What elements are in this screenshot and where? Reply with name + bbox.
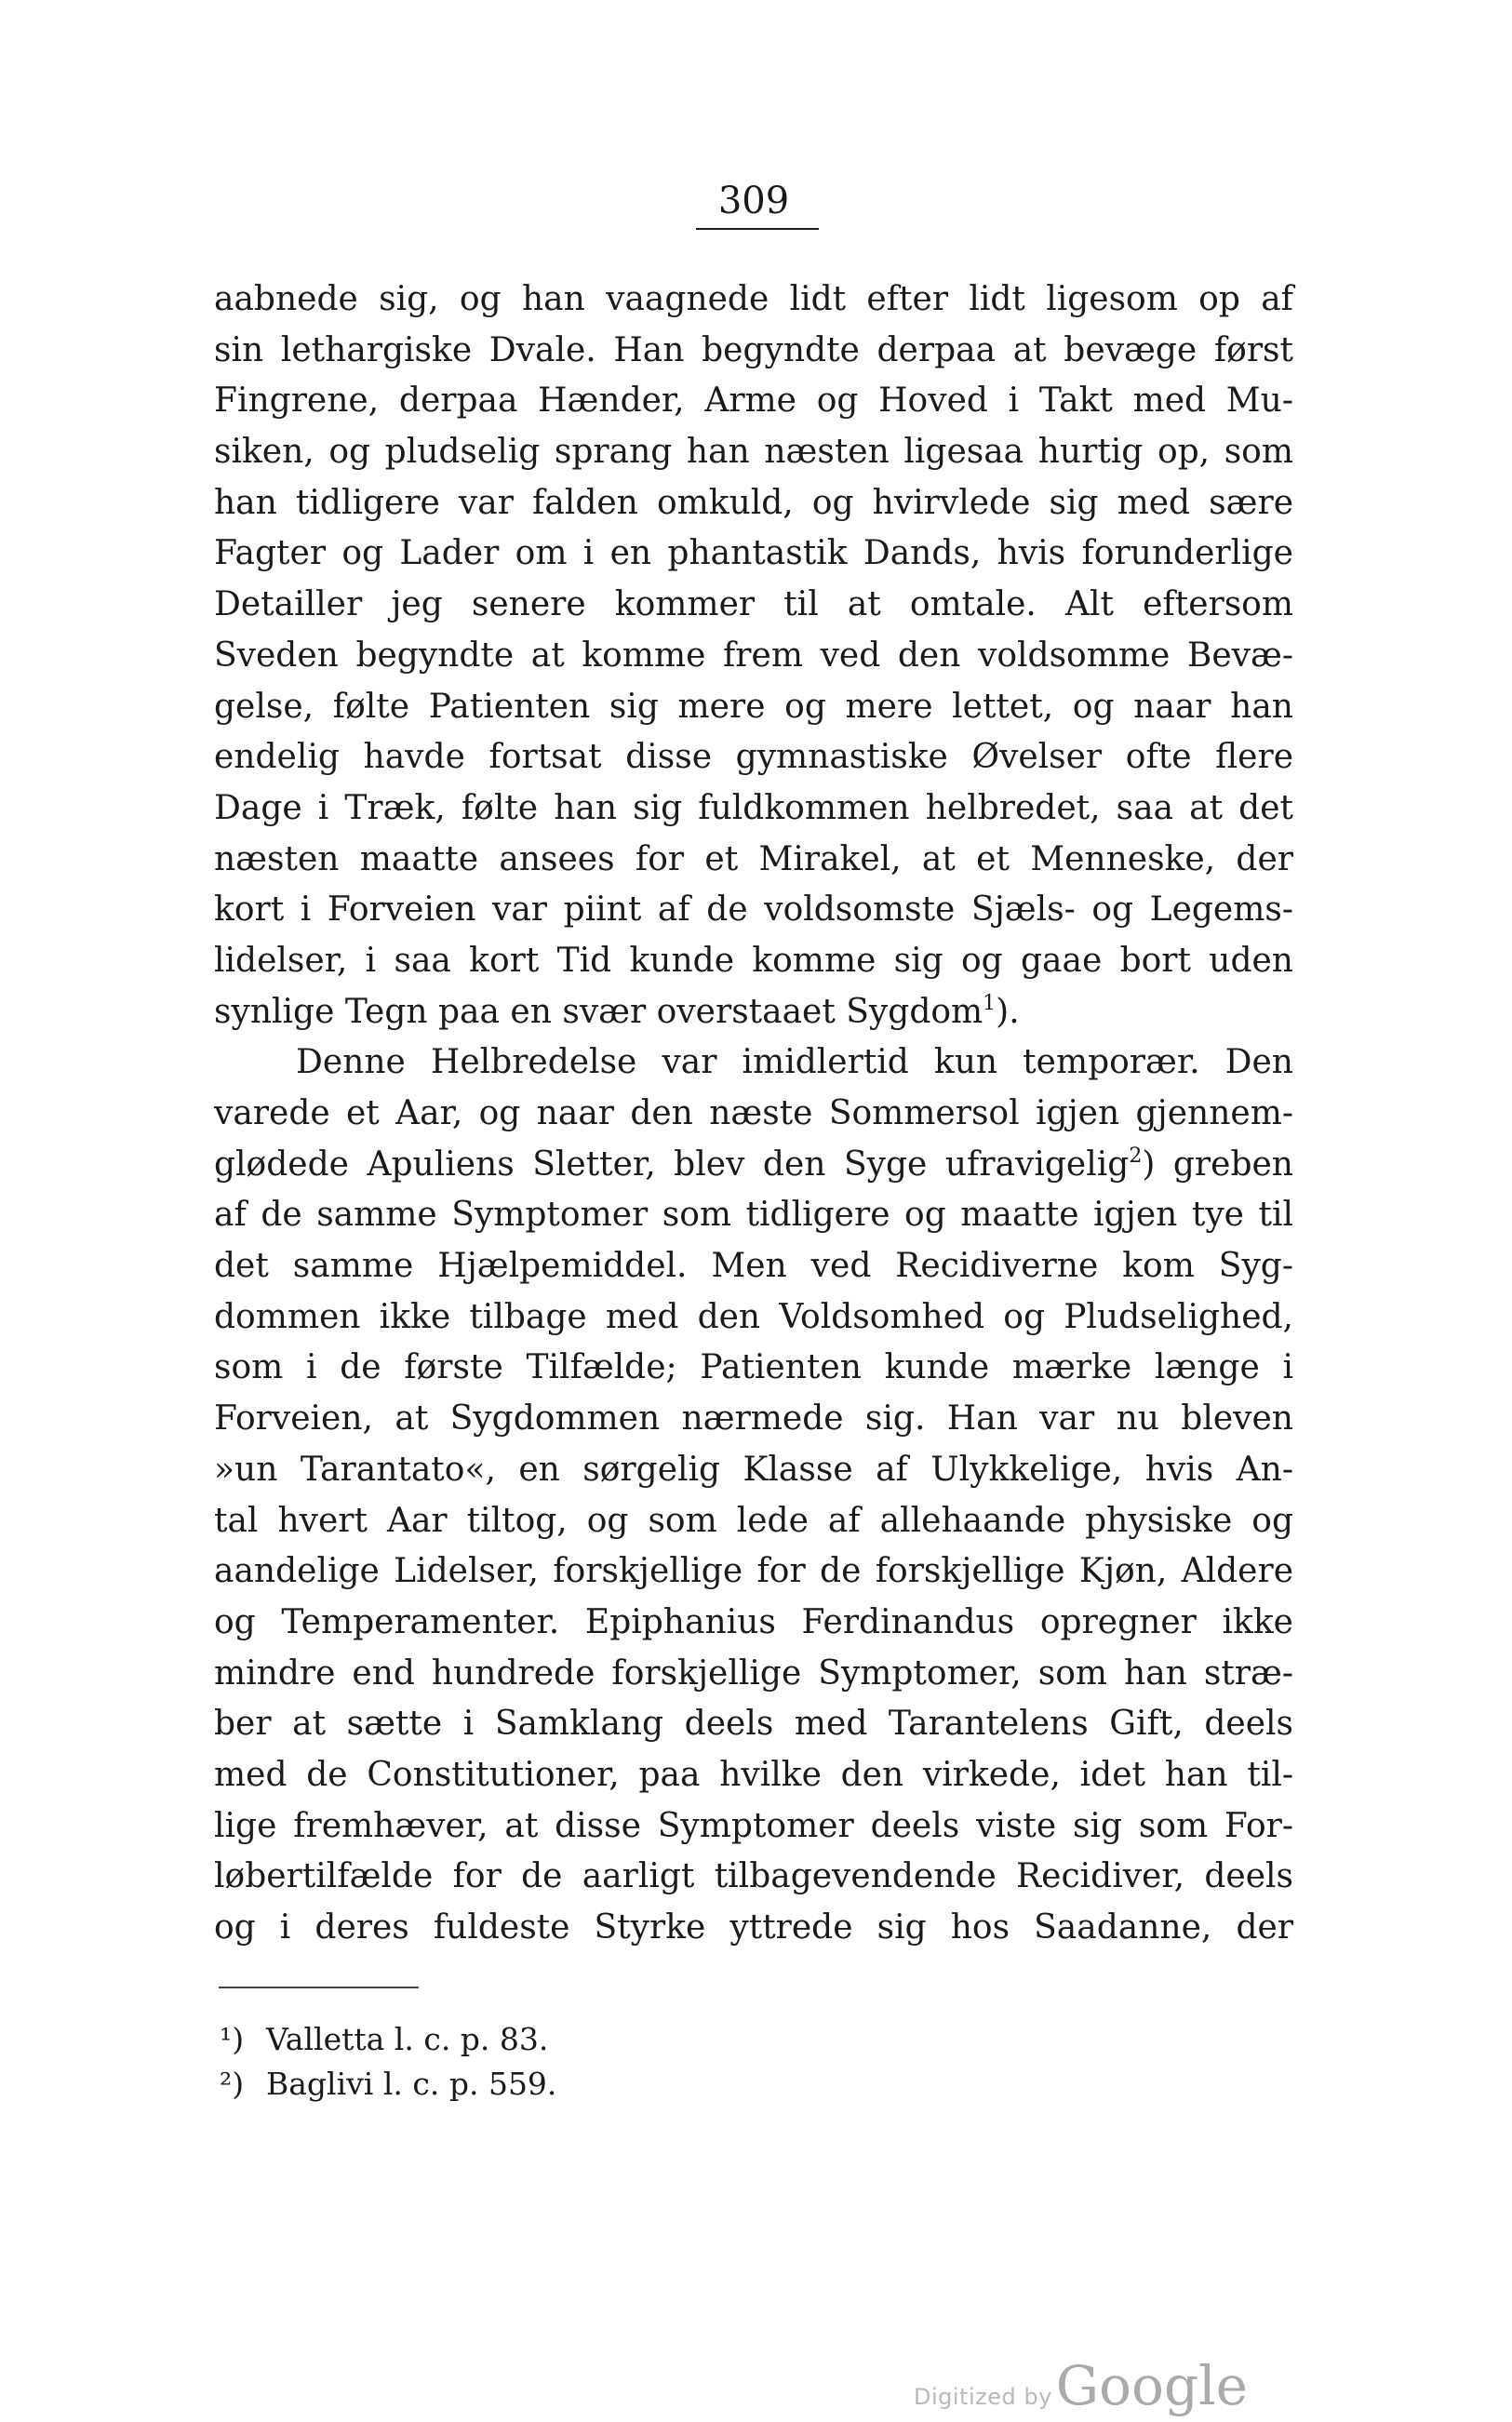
text-line-with-footnote-ref [214,1140,1293,1191]
text-line: siken, og pludselig sprang han næsten ligesaa hurtig op, som [214,433,1293,472]
text-line: det samme Hjælpemiddel. Men ved Recidiverne kom Syg- [214,1247,1293,1286]
body-text [214,274,1293,1954]
text-fragment: glødede Apuliens Sletter, blev den Syge ufravigelig [214,1144,1130,1184]
footnote-2 [220,2062,1057,2107]
text-line: Dage i Træk, følte han sig fuldkommen helbredet, saa at det [214,788,1293,827]
footnote-ref-2[interactable]: 2 [1129,1144,1143,1168]
text-line: han tidligere var falden omkuld, og hvirvlede sig med sære [214,483,1293,522]
text-line: kort i Forveien var piint af de voldsomste Sjæls- og Legems- [214,890,1293,930]
text-line: Detailler jeg senere kommer til at omtale. Alt eftersom [214,585,1293,624]
text-line: Sveden begyndte at komme frem ved den voldsomme Bevæ- [214,636,1293,675]
text-line: tal hvert Aar tiltog, og som lede af allehaande physiske og [214,1501,1293,1540]
text-fragment: ). [996,992,1020,1031]
text-line: lige fremhæver, at disse Symptomer deels viste sig som For- [214,1806,1293,1845]
text-line: næsten maatte ansees for et Mirakel, at et Menneske, der [214,839,1293,878]
watermark-prefix: Digitized by [914,2384,1052,2410]
footnote-marker: ²) [220,2066,245,2102]
page-number: 309 [717,180,790,222]
text-line: af de samme Symptomer som tidligere og maatte igjen tye til [214,1196,1293,1235]
text-line: og Temperamenter. Epiphanius Ferdinandus opregner ikke [214,1602,1293,1641]
text-line-with-footnote-ref [214,987,1293,1038]
footnote-1 [220,2017,1057,2062]
footnote-ref-1[interactable]: 1 [983,991,997,1015]
footnote-separator [219,1987,419,1988]
text-fragment: ) greben [1142,1144,1293,1184]
text-line: varede et Aar, og naar den næste Sommersol igjen gjennem- [214,1094,1293,1132]
text-line: som i de første Tilfælde; Patienten kunde mærke længe i [214,1348,1293,1387]
text-line: Fagter og Lader om i en phantastik Dands, hvis forunderlige [214,534,1293,573]
text-line: Forveien, at Sygdommen nærmede sig. Han var nu bleven [214,1399,1293,1438]
text-line: lidelser, i saa kort Tid kunde komme sig og gaae bort uden [214,941,1293,980]
text-fragment: synlige Tegn paa en svær overstaaet Sygdom [214,992,983,1031]
text-line: aandelige Lidelser, forskjellige for de forskjellige Kjøn, Aldere [214,1552,1293,1591]
page-number-underline [696,228,819,230]
text-line: med de Constitutioner, paa hvilke den virkede, idet han til- [214,1755,1293,1794]
text-line: dommen ikke tilbage med den Voldsomhed og Pludselighed, [214,1297,1293,1336]
text-line: Fingrene, derpaa Hænder, Arme og Hoved i Takt med Mu- [214,381,1293,421]
text-line: og i deres fuldeste Styrke yttrede sig hos Saadanne, der [214,1908,1293,1947]
text-line: »un Tarantato«, en sørgelig Klasse af Ulykkelige, hvis An- [214,1450,1293,1489]
footnote-text: Baglivi l. c. p. 559. [266,2066,557,2102]
text-line: sin lethargiske Dvale. Han begyndte derpaa at bevæge først [214,330,1293,369]
footnote-text: Valletta l. c. p. 83. [266,2021,549,2057]
footnotes [220,2017,1057,2107]
paragraph-start-line: Denne Helbredelse var imidlertid kun temporær. Den [296,1043,1293,1082]
text-line: mindre end hundrede forskjellige Symptomer, som han stræ- [214,1653,1293,1693]
text-line: endelig havde fortsat disse gymnastiske Øvelser ofte flere [214,738,1293,777]
text-line: ber at sætte i Samklang deels med Tarantelens Gift, deels [214,1705,1293,1744]
text-line: gelse, følte Patienten sig mere og mere lettet, og naar han [214,687,1293,726]
digitized-watermark [914,2354,1248,2417]
text-line: aabnede sig, og han vaagnede lidt efter lidt ligesom op af [214,280,1293,318]
footnote-marker: ¹) [220,2021,245,2057]
text-line: løbertilfælde for de aarligt tilbagevendende Recidiver, deels [214,1857,1293,1896]
google-logo: Google [1055,2354,1248,2417]
